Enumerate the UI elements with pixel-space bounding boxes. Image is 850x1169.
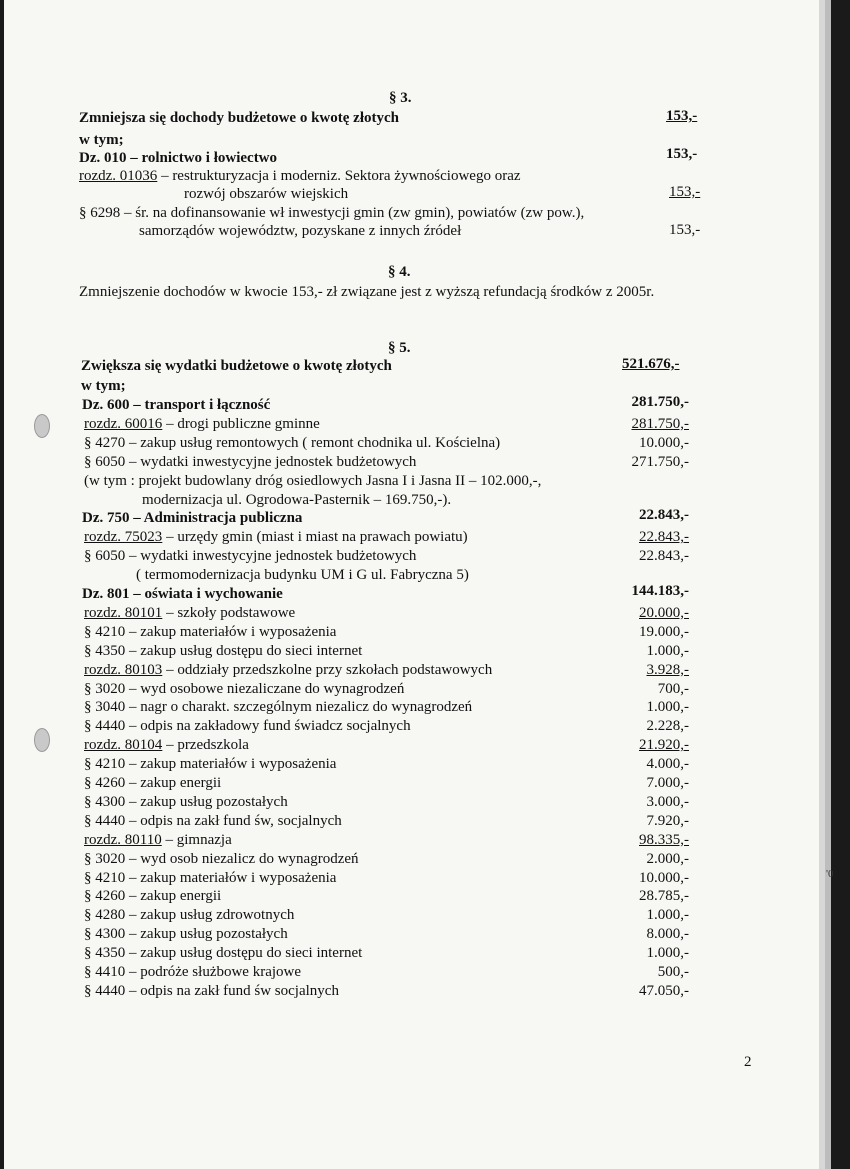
expense-line-label: § 4260 – zakup energii (84, 775, 222, 791)
section-3-rozdz-amount: 153,- (669, 184, 701, 200)
rozdz-text: – oddziały przedszkolne przy szkołach podstawowych (162, 661, 493, 678)
expense-line-label: § 3020 – wyd osobowe niezaliczane do wynagrodzeń (84, 680, 405, 697)
rozdz-code: rozdz. 80103 (84, 661, 163, 678)
expense-line-label: § 6050 – wydatki inwestycyjne jednostek budżetowych (84, 548, 417, 565)
expense-line-label: § 4260 – zakup energii (84, 888, 222, 905)
rozdz-code: rozdz. 01036 (79, 168, 158, 184)
section-3-heading: § 3. (389, 90, 412, 106)
expense-line-amount: 3.000,- (646, 793, 689, 810)
rozdz-code: rozdz. 60016 (84, 415, 163, 432)
rozdz-code: rozdz. 75023 (84, 529, 163, 546)
expense-line-amount: 47.050,- (639, 982, 689, 999)
expense-line-amount: 22.843,- (639, 529, 689, 546)
rozdz-text: – drogi publiczne gminne (162, 415, 320, 432)
section-5-wtym: w tym; (81, 378, 126, 394)
expense-line-amount: 1.000,- (646, 907, 689, 924)
expense-line-amount: 28.785,- (639, 888, 689, 905)
expense-line-label: § 4350 – zakup usług dostępu do sieci internet (84, 945, 363, 962)
expense-line-amount: 20.000,- (639, 604, 689, 621)
section-3-dz: Dz. 010 – rolnictwo i łowiectwo (79, 150, 278, 166)
expense-line-amount: 7.000,- (646, 775, 689, 791)
expense-line-amount: 22.843,- (639, 507, 689, 524)
punch-hole (34, 414, 50, 438)
rozdz-text: – urzędy gmin (miast i miast na prawach powiatu) (162, 529, 468, 546)
expense-line-amount: 281.750,- (631, 394, 689, 410)
expense-line-label: § 4270 – zakup usług remontowych ( remont chodnika ul. Kościelna) (84, 434, 501, 451)
section-4-text: Zmniejszenie dochodów w kwocie 153,- zł związane jest z wyższą refundacją środków z 2005r. (79, 284, 655, 300)
section-3-rozdz-cont: rozwój obszarów wiejskich (184, 186, 349, 202)
expense-line-label: § 3020 – wyd osob niezalicz do wynagrodzeń (84, 850, 359, 867)
expense-line-amount: 1.000,- (646, 945, 689, 962)
section-3-par-amount: 153,- (669, 222, 701, 238)
expense-line-label: § 4440 – odpis na zakładowy fund świadcz socjalnych (84, 718, 411, 735)
expense-line-label (84, 605, 295, 622)
expense-line-label (84, 832, 232, 849)
expense-line-amount: 3.928,- (646, 661, 689, 678)
expense-line-label: Dz. 750 – Administracja publiczna (82, 510, 303, 527)
section-3-par: § 6298 – śr. na dofinansowanie wł inwestycji gmin (zw gmin), powiatów (zw pow.), (79, 205, 585, 221)
expense-line-label: § 4440 – odpis na zakł fund św, socjalnych (84, 812, 342, 829)
section-3-title: Zmniejsza się dochody budżetowe o kwotę złotych (79, 110, 399, 126)
section-5-title: Zwiększa się wydatki budżetowe o kwotę złotych (81, 358, 392, 374)
rozdz-text: – gimnazja (161, 831, 232, 848)
margin-mark: '0 (826, 868, 834, 880)
section-3-wtym: w tym; (79, 132, 124, 148)
expense-line-amount: 2.228,- (646, 718, 689, 735)
expense-line-label: § 4410 – podróże służbowe krajowe (84, 964, 302, 980)
section-3-dz-amount: 153,- (666, 146, 698, 162)
expense-line-amount: 21.920,- (639, 737, 689, 754)
expense-line-amount: 10.000,- (639, 434, 689, 451)
expense-line-amount: 144.183,- (631, 583, 689, 599)
expense-line-amount: 19.000,- (639, 623, 689, 640)
expense-line-label: (w tym : projekt budowlany dróg osiedlowych Jasna I i Jasna II – 102.000,-, (84, 472, 542, 489)
expense-line-label (84, 529, 468, 546)
section-3-rozdz (79, 168, 521, 185)
expense-line-label: ( termomodernizacja budynku UM i G ul. Fabryczna 5) (136, 567, 469, 584)
expense-line-amount: 271.750,- (631, 453, 689, 470)
expense-line-amount: 700,- (657, 680, 689, 697)
section-5-heading: § 5. (388, 340, 411, 356)
document-page (4, 0, 819, 1169)
expense-line-label: § 4210 – zakup materiałów i wyposażenia (84, 869, 337, 886)
page-number: 2 (744, 1054, 752, 1070)
expense-line-label: § 4300 – zakup usług pozostałych (84, 793, 288, 810)
expense-line-amount: 98.335,- (639, 831, 689, 848)
expense-line-amount: 7.920,- (646, 812, 689, 829)
rozdz-code: rozdz. 80104 (84, 737, 163, 754)
expense-line-label: § 4300 – zakup usług pozostałych (84, 926, 288, 943)
expense-line-amount: 22.843,- (639, 548, 689, 565)
expense-line-amount: 1.000,- (646, 699, 689, 716)
expense-line-amount: 4.000,- (646, 756, 689, 773)
expense-line-label: § 6050 – wydatki inwestycyjne jednostek budżetowych (84, 453, 417, 470)
expense-line-amount: 281.750,- (631, 415, 689, 432)
punch-hole (34, 728, 50, 752)
section-5-total: 521.676,- (622, 356, 680, 372)
expense-line-label (84, 737, 249, 754)
expense-line-label: § 4440 – odpis na zakł fund św socjalnych (84, 982, 339, 999)
expense-line-label: Dz. 600 – transport i łączność (82, 397, 271, 413)
rozdz-text: – przedszkola (162, 737, 249, 754)
expense-line-amount: 10.000,- (639, 869, 689, 886)
expense-line-amount: 500,- (657, 964, 689, 980)
expense-line-label: § 4210 – zakup materiałów i wyposażenia (84, 756, 337, 773)
section-3-total: 153,- (666, 108, 698, 124)
expense-line-label: § 3040 – nagr o charakt. szczególnym niezalicz do wynagrodzeń (84, 699, 473, 716)
expense-line-amount: 8.000,- (646, 926, 689, 943)
rozdz-code: rozdz. 80101 (84, 604, 163, 621)
section-3-par-cont: samorządów województw, pozyskane z innych źródeł (139, 223, 462, 239)
section-4-heading: § 4. (388, 264, 411, 280)
rozdz-code: rozdz. 80110 (84, 831, 162, 848)
expense-line-label: § 4280 – zakup usług zdrowotnych (84, 907, 295, 924)
rozdz-text: – szkoły podstawowe (162, 604, 296, 621)
expense-line-label: Dz. 801 – oświata i wychowanie (82, 586, 283, 602)
expense-line-label (84, 662, 492, 679)
expense-line-label: § 4350 – zakup usług dostępu do sieci internet (84, 642, 363, 659)
expense-line-label (84, 416, 320, 433)
rozdz-text: – restrukturyzacja i moderniz. Sektora żywnościowego oraz (157, 168, 521, 184)
expense-line-amount: 1.000,- (646, 642, 689, 659)
expense-line-amount: 2.000,- (646, 850, 689, 867)
expense-line-label: § 4210 – zakup materiałów i wyposażenia (84, 623, 337, 640)
expense-line-label: modernizacja ul. Ogrodowa-Pasternik – 169.750,-). (142, 491, 452, 508)
